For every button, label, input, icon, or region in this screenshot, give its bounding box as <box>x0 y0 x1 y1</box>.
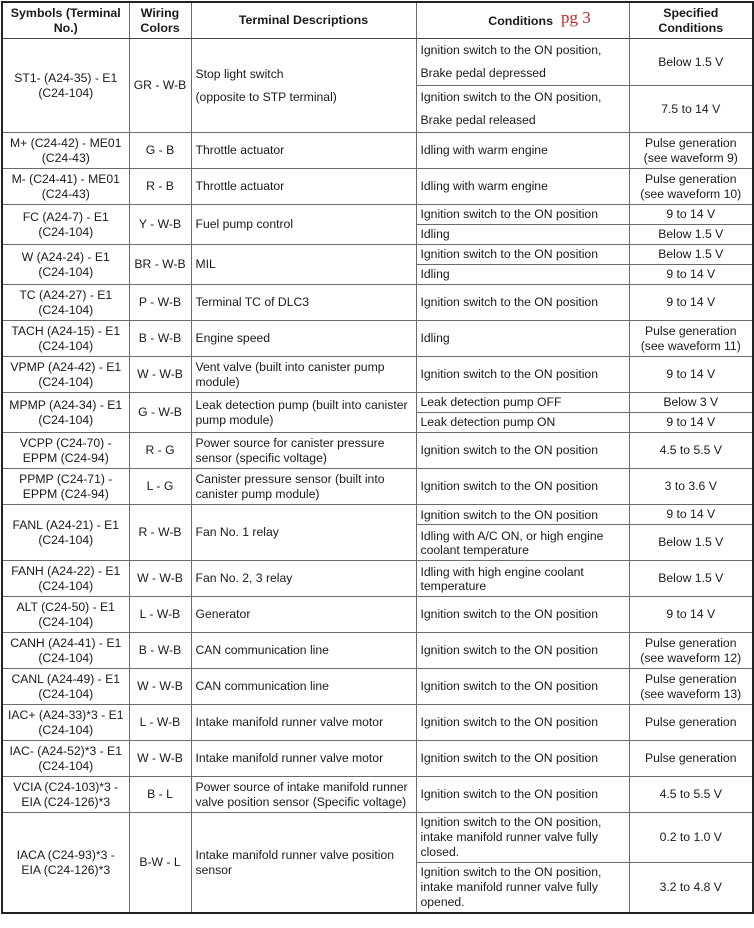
condition <box>416 39 629 86</box>
condition: Idling <box>416 321 629 357</box>
terminal-description: Fuel pump control <box>191 205 416 245</box>
condition: Ignition switch to the ON position, intake manifold runner valve fully opened. <box>416 863 629 914</box>
header-conditions <box>416 2 629 39</box>
specified-condition: Below 1.5 V <box>629 245 753 265</box>
specified-condition: Pulse generation (see waveform 13) <box>629 669 753 705</box>
wiring-color: B - W-B <box>129 321 191 357</box>
terminal-description: Intake manifold runner valve position sensor <box>191 813 416 914</box>
terminal-description: Power source of intake manifold runner valve position sensor (Specific voltage) <box>191 777 416 813</box>
table-row <box>2 505 753 525</box>
condition: Ignition switch to the ON position <box>416 357 629 393</box>
terminal-description: Canister pressure sensor (built into canister pump module) <box>191 469 416 505</box>
terminal-symbol: TC (A24-27) - E1 (C24-104) <box>2 285 129 321</box>
wiring-color: B-W - L <box>129 813 191 914</box>
terminal-symbol: TACH (A24-15) - E1 (C24-104) <box>2 321 129 357</box>
wiring-color: L - G <box>129 469 191 505</box>
specified-condition: 3 to 3.6 V <box>629 469 753 505</box>
table-row <box>2 433 753 469</box>
condition <box>416 86 629 133</box>
header-terminal-descriptions: Terminal Descriptions <box>191 2 416 39</box>
table-row <box>2 705 753 741</box>
wiring-color: R - G <box>129 433 191 469</box>
condition: Ignition switch to the ON position <box>416 285 629 321</box>
wiring-color: R - W-B <box>129 505 191 561</box>
wiring-color: G - W-B <box>129 393 191 433</box>
table-row <box>2 669 753 705</box>
specified-condition: Below 1.5 V <box>629 525 753 561</box>
terminal-symbol: CANH (A24-41) - E1 (C24-104) <box>2 633 129 669</box>
condition: Leak detection pump ON <box>416 413 629 433</box>
condition: Ignition switch to the ON position <box>416 597 629 633</box>
specified-condition: Pulse generation (see waveform 11) <box>629 321 753 357</box>
specified-condition: Pulse generation (see waveform 10) <box>629 169 753 205</box>
table-row <box>2 813 753 863</box>
wiring-color: Y - W-B <box>129 205 191 245</box>
specified-condition: Below 1.5 V <box>629 225 753 245</box>
terminal-description: Leak detection pump (built into canister pump module) <box>191 393 416 433</box>
specified-condition: Below 1.5 V <box>629 561 753 597</box>
condition: Idling with A/C ON, or high engine coolant temperature <box>416 525 629 561</box>
table-row <box>2 321 753 357</box>
wiring-color: W - W-B <box>129 669 191 705</box>
terminal-symbol: ALT (C24-50) - E1 (C24-104) <box>2 597 129 633</box>
wiring-color: W - W-B <box>129 741 191 777</box>
specified-condition: 3.2 to 4.8 V <box>629 863 753 914</box>
wiring-color: G - B <box>129 133 191 169</box>
terminal-description: Intake manifold runner valve motor <box>191 705 416 741</box>
header-row <box>2 2 753 39</box>
specified-condition: 9 to 14 V <box>629 265 753 285</box>
wiring-color: BR - W-B <box>129 245 191 285</box>
table-row <box>2 469 753 505</box>
condition: Ignition switch to the ON position <box>416 705 629 741</box>
table-row <box>2 561 753 597</box>
terminal-description: Engine speed <box>191 321 416 357</box>
specified-condition: 9 to 14 V <box>629 357 753 393</box>
table-row <box>2 741 753 777</box>
condition: Ignition switch to the ON position <box>416 469 629 505</box>
condition: Idling <box>416 225 629 245</box>
terminal-symbol: W (A24-24) - E1 (C24-104) <box>2 245 129 285</box>
terminal-symbol: IAC+ (A24-33)*3 - E1 (C24-104) <box>2 705 129 741</box>
wiring-color: L - W-B <box>129 705 191 741</box>
condition: Ignition switch to the ON position <box>416 741 629 777</box>
specified-condition: 9 to 14 V <box>629 285 753 321</box>
terminal-description <box>191 39 416 133</box>
specified-condition: 4.5 to 5.5 V <box>629 777 753 813</box>
specified-condition: Pulse generation (see waveform 12) <box>629 633 753 669</box>
table-row <box>2 205 753 225</box>
condition: Ignition switch to the ON position <box>416 633 629 669</box>
condition-line: Ignition switch to the ON position, <box>420 43 602 57</box>
condition: Ignition switch to the ON position <box>416 777 629 813</box>
header-wiring-colors: Wiring Colors <box>129 2 191 39</box>
specified-condition: Pulse generation <box>629 705 753 741</box>
table-row <box>2 39 753 86</box>
terminal-symbol: IACA (C24-93)*3 - EIA (C24-126)*3 <box>2 813 129 914</box>
specified-condition: 9 to 14 V <box>629 505 753 525</box>
condition: Leak detection pump OFF <box>416 393 629 413</box>
terminal-description: MIL <box>191 245 416 285</box>
terminal-symbol: FANL (A24-21) - E1 (C24-104) <box>2 505 129 561</box>
condition: Ignition switch to the ON position, intake manifold runner valve fully closed. <box>416 813 629 863</box>
specified-condition: Pulse generation <box>629 741 753 777</box>
condition: Ignition switch to the ON position <box>416 669 629 705</box>
terminal-symbol: CANL (A24-49) - E1 (C24-104) <box>2 669 129 705</box>
terminal-description: Throttle actuator <box>191 169 416 205</box>
terminal-symbol: PPMP (C24-71) - EPPM (C24-94) <box>2 469 129 505</box>
terminal-description: Intake manifold runner valve motor <box>191 741 416 777</box>
terminal-description: Power source for canister pressure sensor (specific voltage) <box>191 433 416 469</box>
header-specified-conditions: Specified Conditions <box>629 2 753 39</box>
table-row <box>2 393 753 413</box>
terminal-symbol: VCPP (C24-70) - EPPM (C24-94) <box>2 433 129 469</box>
condition: Ignition switch to the ON position <box>416 433 629 469</box>
table-row <box>2 245 753 265</box>
header-conditions-label: Conditions <box>488 14 553 28</box>
specified-condition: Below 3 V <box>629 393 753 413</box>
specified-condition: 0.2 to 1.0 V <box>629 813 753 863</box>
condition-line: Brake pedal depressed <box>420 66 546 80</box>
terminal-description: Throttle actuator <box>191 133 416 169</box>
condition: Ignition switch to the ON position <box>416 205 629 225</box>
terminal-description: Generator <box>191 597 416 633</box>
specified-condition: 9 to 14 V <box>629 205 753 225</box>
terminal-symbol: ST1- (A24-35) - E1 (C24-104) <box>2 39 129 133</box>
terminal-symbol: FC (A24-7) - E1 (C24-104) <box>2 205 129 245</box>
header-symbols: Symbols (Terminal No.) <box>2 2 129 39</box>
terminal-symbol: IAC- (A24-52)*3 - E1 (C24-104) <box>2 741 129 777</box>
terminal-description: CAN communication line <box>191 633 416 669</box>
table-row <box>2 597 753 633</box>
terminal-symbol: MPMP (A24-34) - E1 (C24-104) <box>2 393 129 433</box>
condition: Ignition switch to the ON position <box>416 505 629 525</box>
terminal-description: Vent valve (built into canister pump module) <box>191 357 416 393</box>
wiring-color: P - W-B <box>129 285 191 321</box>
wiring-color: GR - W-B <box>129 39 191 133</box>
table-row <box>2 357 753 393</box>
specified-condition: 9 to 14 V <box>629 413 753 433</box>
terminal-description: Fan No. 1 relay <box>191 505 416 561</box>
wiring-color: B - W-B <box>129 633 191 669</box>
terminal-description: Fan No. 2, 3 relay <box>191 561 416 597</box>
table-row <box>2 777 753 813</box>
ecm-terminal-table <box>1 1 754 914</box>
condition: Ignition switch to the ON position <box>416 245 629 265</box>
terminal-symbol: VCIA (C24-103)*3 - EIA (C24-126)*3 <box>2 777 129 813</box>
table-row <box>2 633 753 669</box>
terminal-symbol: VPMP (A24-42) - E1 (C24-104) <box>2 357 129 393</box>
condition-line: Brake pedal released <box>420 113 536 127</box>
specified-condition: Below 1.5 V <box>629 39 753 86</box>
condition: Idling <box>416 265 629 285</box>
description-line: Stop light switch <box>195 66 284 81</box>
wiring-color: B - L <box>129 777 191 813</box>
table-row <box>2 169 753 205</box>
condition: Idling with high engine coolant temperature <box>416 561 629 597</box>
specified-condition: 4.5 to 5.5 V <box>629 433 753 469</box>
terminal-description: CAN communication line <box>191 669 416 705</box>
table-row <box>2 285 753 321</box>
wiring-color: W - W-B <box>129 357 191 393</box>
wiring-color: L - W-B <box>129 597 191 633</box>
condition: Idling with warm engine <box>416 169 629 205</box>
specified-condition: Pulse generation (see waveform 9) <box>629 133 753 169</box>
condition: Idling with warm engine <box>416 133 629 169</box>
page-note-annotation: pg 3 <box>560 8 591 27</box>
terminal-symbol: M+ (C24-42) - ME01 (C24-43) <box>2 133 129 169</box>
terminal-description: Terminal TC of DLC3 <box>191 285 416 321</box>
condition-line: Ignition switch to the ON position, <box>420 90 602 104</box>
wiring-color: W - W-B <box>129 561 191 597</box>
specified-condition: 9 to 14 V <box>629 597 753 633</box>
description-line: (opposite to STP terminal) <box>195 89 337 104</box>
specified-condition: 7.5 to 14 V <box>629 86 753 133</box>
table-row <box>2 133 753 169</box>
wiring-color: R - B <box>129 169 191 205</box>
terminal-symbol: FANH (A24-22) - E1 (C24-104) <box>2 561 129 597</box>
terminal-symbol: M- (C24-41) - ME01 (C24-43) <box>2 169 129 205</box>
